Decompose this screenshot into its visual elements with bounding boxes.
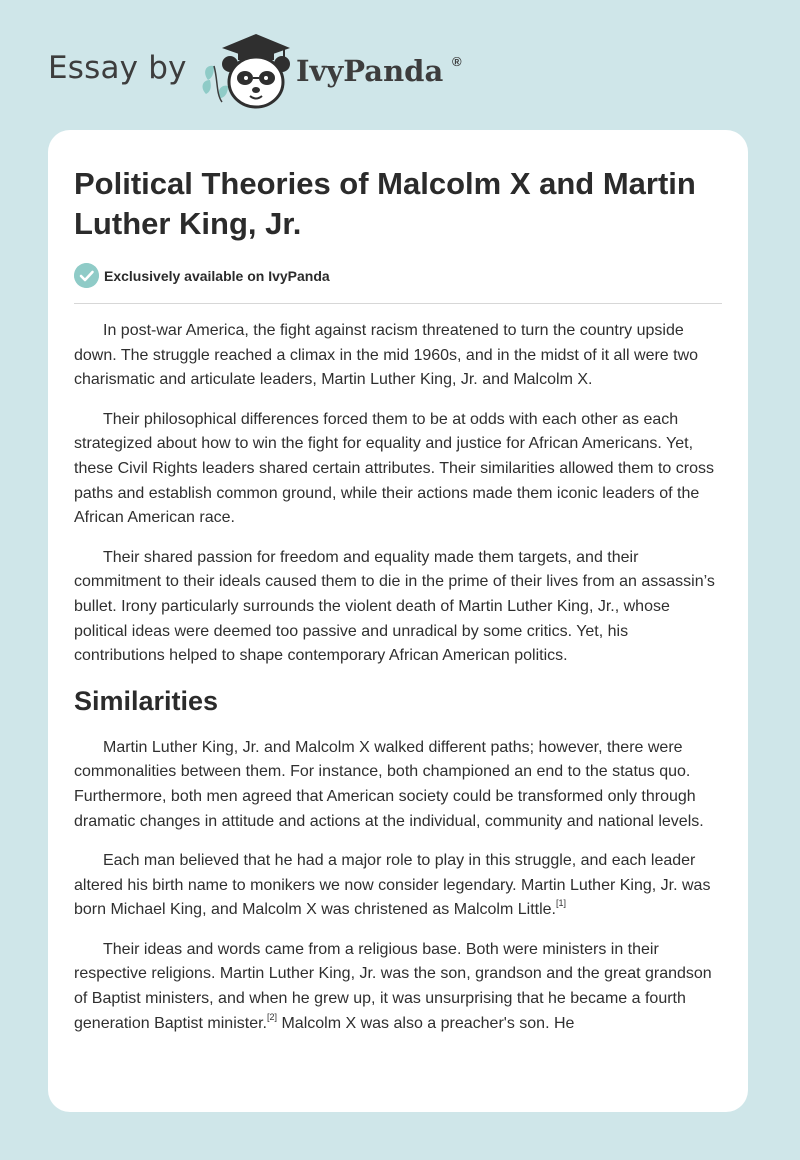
paragraph: In post-war America, the fight against racism threatened to turn the country upside down. The struggle reached a climax in the mid 1960s, and in the midst of it all were two charismatic and articulate leaders, Martin Luther King, Jr. and Malcolm X. [74,322,699,389]
divider [74,303,722,304]
checkmark-icon [74,263,99,288]
paragraph [74,849,722,923]
panda-logo-icon[interactable] [200,28,290,112]
exclusive-label: Exclusively available on IvyPanda [104,268,330,284]
paragraph [74,938,722,1036]
ivy-leaf-icon [203,66,228,102]
registered-mark: ® [452,54,462,69]
paragraph: Their shared passion for freedom and equality made them targets, and their commitment to their ideals caused them to die in the prime of their lives from an assassin’s bullet. Irony particularly surrounds the violent death of Martin Luther King, Jr., whose political ideas were deemed too passive and unradical by some critics. Yet, his contributions helped to shape contemporary African American politics. [74,548,715,665]
paragraph: Martin Luther King, Jr. and Malcolm X walked different paths; however, there were commonalities between them. For instance, both championed an end to the status quo. Furthermore, both men agreed that American society could be transformed only through dramatic changes in attitude and actions at the individual, community and national levels. [74,738,704,830]
site-header [48,28,548,112]
logo-wordmark[interactable]: IvyPanda [296,54,444,88]
paragraph-text: Each man believed that he had a major role to play in this struggle, and each leader altered his birth name to monikers we now consider legendary. Martin Luther King, Jr. was born Michael King, and Malcolm X was christened as Malcolm Little. [74,852,711,919]
exclusive-badge [74,263,474,289]
essay-body [74,319,722,1051]
essay-by-label: Essay by [48,50,187,86]
paragraph-text: Their ideas and words came from a religious base. Both were ministers in their respective religions. Martin Luther King, Jr. was the son, grandson and the great grandson of Baptist ministers, and when he grew up, it was unsurprising that he became a fourth generation Baptist minister. [74,940,712,1032]
essay-title: Political Theories of Malcolm X and Martin Luther King, Jr. [74,166,696,241]
footnote-ref[interactable]: [1] [555,898,566,909]
essay-card [48,130,748,1112]
footnote-ref[interactable]: [2] [267,1011,278,1022]
paragraph: Their philosophical differences forced them to be at odds with each other as each strategized about how to win the fight for equality and justice for African Americans. Yet, these Civil Rights leaders shared certain attributes. Their similarities allowed them to cross paths and establish common ground, while their actions made them iconic leaders of the African American race. [74,410,714,527]
section-heading: Similarities [74,685,219,716]
paragraph-text: Malcolm X was also a preacher's son. He [277,1014,575,1032]
